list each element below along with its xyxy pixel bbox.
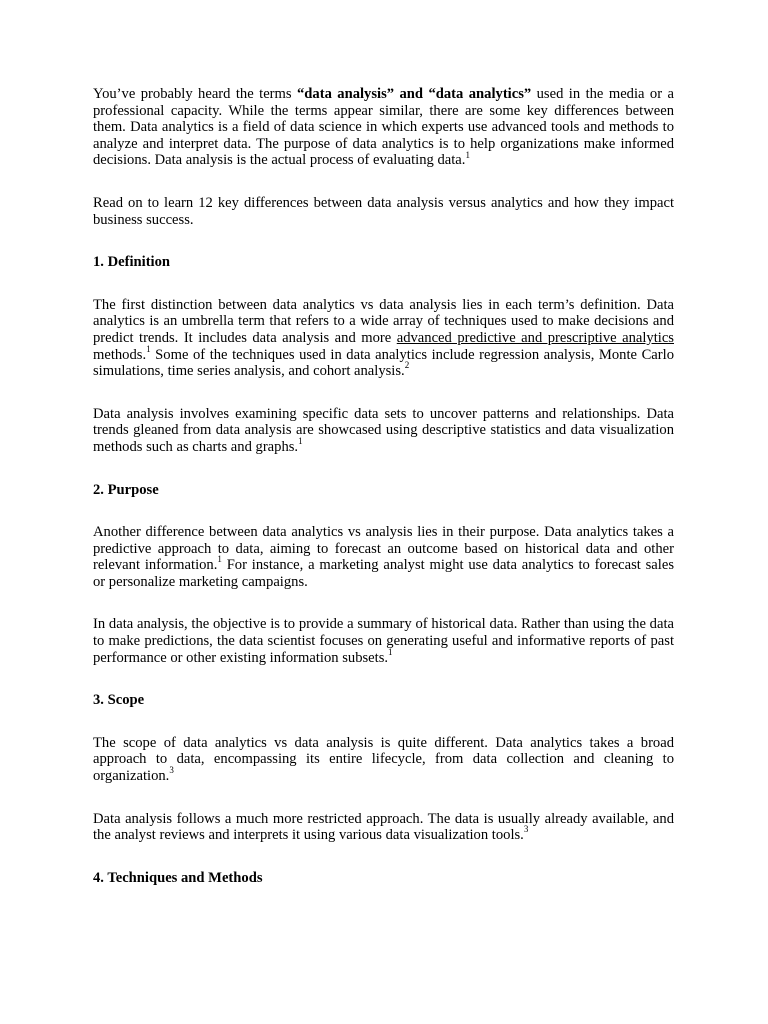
definition-text-mid: methods. — [93, 346, 147, 363]
section-heading-definition: 1. Definition — [93, 254, 171, 271]
footnote-ref: 1 — [465, 149, 470, 160]
purpose-p2-text: In data analysis, the objective is to provide a summary of historical data. Rather than using the data to make predictions, the data scientist focuses on generating useful and informative reports of past performance or other existing information subsets. — [93, 616, 674, 666]
scope-paragraph-2 — [93, 811, 674, 844]
lead-paragraph: Read on to learn 12 key differences between data analysis versus analytics and how they impact business success. — [93, 194, 674, 228]
definition-text-start: The first distinction between data analytics vs data analysis lies in each term’s definition. Data analytics is an umbrella term that refers to a wide array of techniques used to make decisions and predict trends. It includes data analysis and more — [93, 296, 674, 346]
footnote-ref: 1 — [298, 436, 303, 447]
section-heading-scope: 3. Scope — [93, 692, 145, 709]
definition-text-end: Some of the techniques used in data analytics include regression analysis, Monte Carlo simulations, time series analysis, and cohort analysis. — [93, 346, 674, 380]
definition-paragraph-1 — [93, 297, 674, 380]
purpose-text-start: Another difference between data analytics vs analysis lies in their purpose. Data analytics takes a predictive approach to data, aiming to forecast an outcome based on historical data and other relevant information. — [93, 524, 674, 574]
scope-p1-text: The scope of data analytics vs data analysis is quite different. Data analytics takes a broad approach to data, encompassing its entire lifecycle, from data collection and cleaning to organization. — [93, 734, 674, 785]
footnote-ref: 3 — [169, 765, 174, 776]
section-heading-techniques: 4. Techniques and Methods — [93, 869, 263, 886]
footnote-ref: 1 — [388, 646, 393, 657]
document-page — [93, 86, 674, 912]
predictive-analytics-link[interactable]: advanced predictive and prescriptive analytics — [396, 329, 674, 346]
purpose-text-end: For instance, a marketing analyst might use data analytics to forecast sales or personalize marketing campaigns. — [93, 557, 674, 590]
footnote-ref: 2 — [404, 360, 410, 371]
intro-bold-terms: “data analysis” and “data analytics” — [297, 86, 532, 102]
intro-text-start: You’ve probably heard the terms — [93, 86, 297, 102]
section-heading-purpose: 2. Purpose — [93, 481, 159, 498]
footnote-ref: 1 — [217, 554, 222, 565]
scope-paragraph-1 — [93, 735, 674, 785]
purpose-paragraph-1 — [93, 524, 674, 590]
intro-text-end: used in the media or a professional capacity. While the terms appear similar, there are some key differences between them. Data analytics is a field of data science in which experts use advanced tools and methods to analyze and interpret data. The purpose of data analytics is to help organizations make informed decisions. Data analysis is the actual process of evaluating data. — [93, 86, 674, 169]
scope-p2-text: Data analysis follows a much more restricted approach. The data is usually already available, and the analyst reviews and interprets it using various data visualization tools. — [93, 810, 674, 844]
footnote-ref: 1 — [146, 343, 151, 354]
definition-p2-text: Data analysis involves examining specific data sets to uncover patterns and relationships. Data trends gleaned from data analysis are showcased using descriptive statistics and data visualization methods such as charts and graphs. — [93, 405, 674, 455]
intro-paragraph — [93, 86, 674, 169]
purpose-paragraph-2 — [93, 616, 674, 666]
footnote-ref: 3 — [523, 824, 529, 835]
definition-paragraph-2 — [93, 406, 674, 456]
